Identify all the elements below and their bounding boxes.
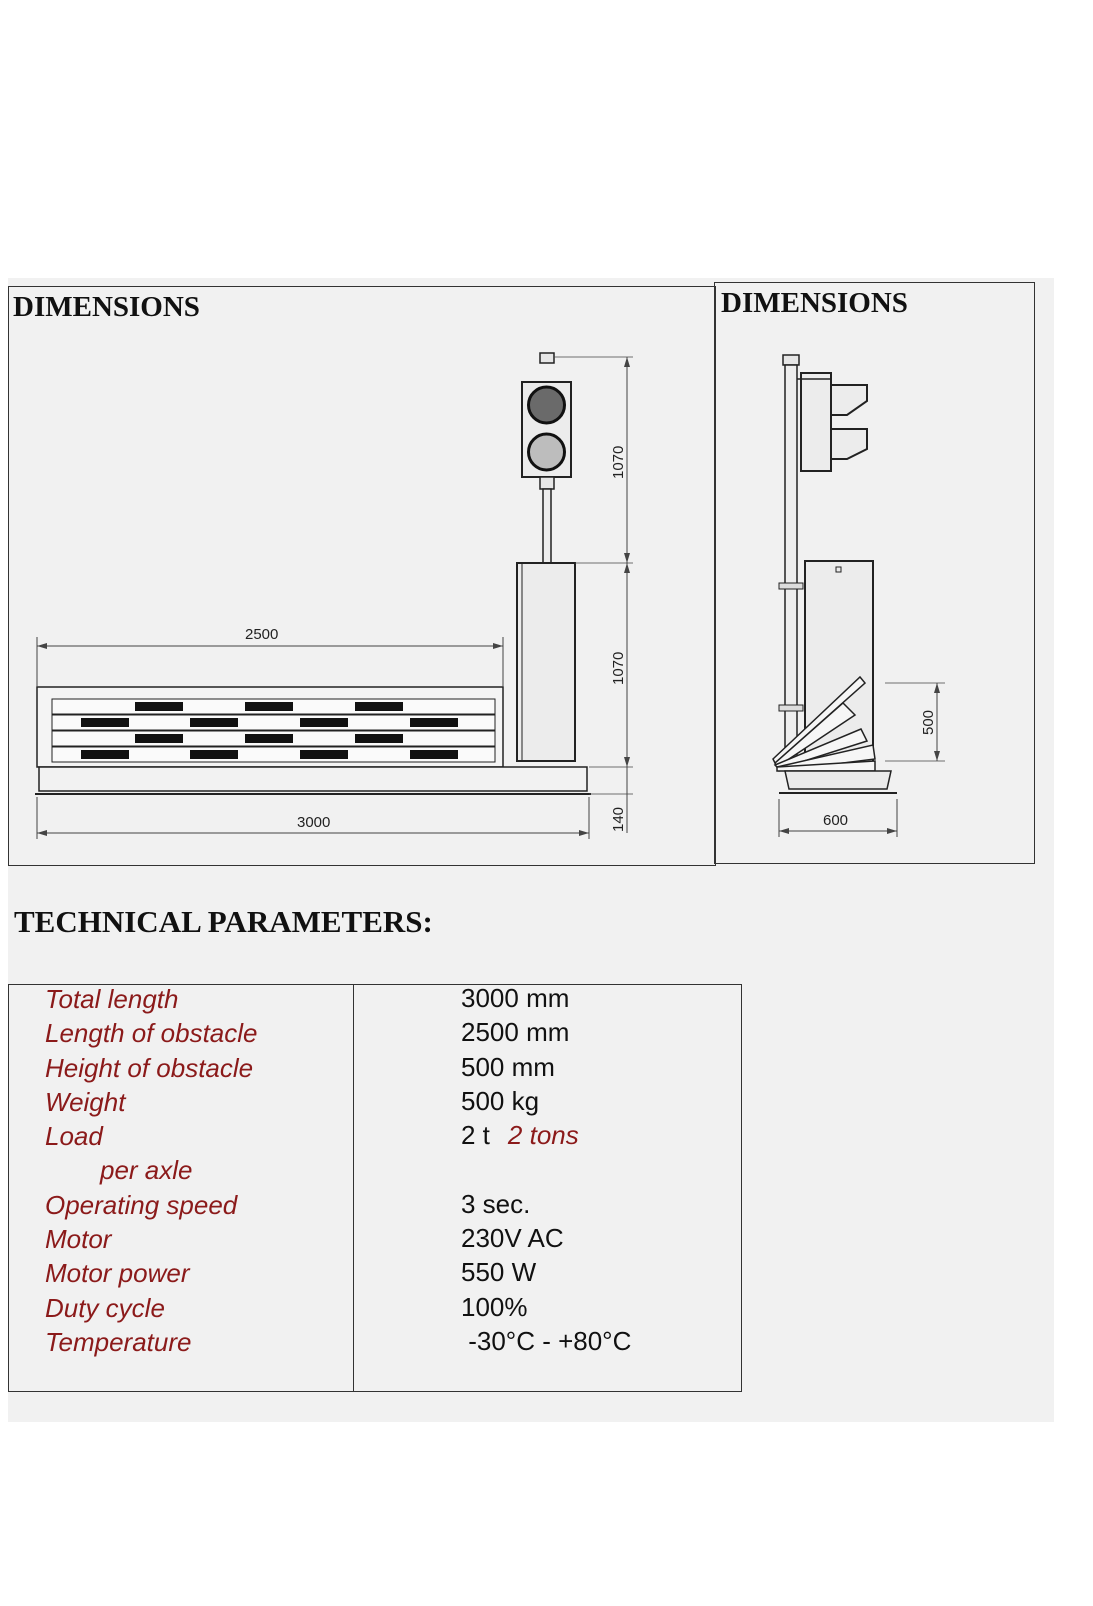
table-divider (353, 985, 354, 1391)
dim-label-1070-bottom: 1070 (610, 651, 627, 685)
value-height-obstacle: 500 mm (461, 1051, 555, 1082)
front-dimensions-panel (8, 286, 716, 866)
label-motor-power: Motor power (45, 1258, 190, 1289)
value-total-length: 3000 mm (461, 983, 570, 1013)
label-temperature: Temperature (45, 1326, 192, 1357)
value-operating-speed: 3 sec. (461, 1188, 531, 1219)
control-cabinet (517, 563, 575, 761)
value-load-row (461, 1118, 631, 1152)
value-motor: 230V AC (461, 1223, 564, 1254)
signal-lamp-upper (529, 387, 565, 423)
value-temperature: -30°C - +80°C (461, 1325, 632, 1356)
label-length-obstacle: Length of obstacle (45, 1018, 258, 1049)
label-motor: Motor (45, 1224, 112, 1255)
value-length-obstacle: 2500 mm (461, 1017, 570, 1048)
dim-label-1070-top: 1070 (610, 445, 627, 479)
side-pole-cap (783, 355, 799, 365)
base-pit (39, 767, 587, 791)
dim-label-600: 600 (823, 812, 849, 829)
dim-label-2500: 2500 (245, 626, 279, 643)
value-duty-cycle: 100% (461, 1291, 528, 1322)
value-load-note: 2 tons (507, 1120, 579, 1151)
signal-cap (540, 353, 554, 363)
dim-label-140: 140 (610, 806, 627, 832)
label-operating-speed: Operating speed (45, 1189, 238, 1220)
signal-mount (540, 477, 554, 489)
front-dimensions-title: DIMENSIONS (13, 291, 200, 323)
dim-label-500: 500 (920, 709, 937, 735)
label-per-axle: per axle (100, 1155, 193, 1186)
label-total-length: Total length (45, 984, 179, 1014)
side-view-drawing (715, 283, 1034, 863)
label-weight: Weight (45, 1086, 126, 1117)
side-signal-head (801, 373, 831, 471)
signal-lamp-lower (529, 434, 565, 470)
label-load: Load (45, 1121, 103, 1152)
front-view-drawing (9, 287, 715, 865)
value-load: 2 t (461, 1120, 490, 1151)
value-weight: 500 kg (461, 1085, 540, 1116)
technical-title: TECHNICAL PARAMETERS: (14, 904, 433, 939)
label-height-obstacle: Height of obstacle (45, 1052, 254, 1083)
value-motor-power: 550 W (461, 1257, 537, 1288)
signal-pole (543, 489, 551, 563)
value-per-axle (461, 1152, 631, 1186)
parameter-values (461, 981, 631, 1358)
side-dimensions-panel (714, 282, 1035, 864)
parameters-table (8, 984, 742, 1392)
label-duty-cycle: Duty cycle (45, 1292, 165, 1323)
parameter-labels (45, 982, 258, 1359)
side-dimensions-title: DIMENSIONS (721, 287, 908, 319)
dim-label-3000: 3000 (297, 814, 331, 831)
